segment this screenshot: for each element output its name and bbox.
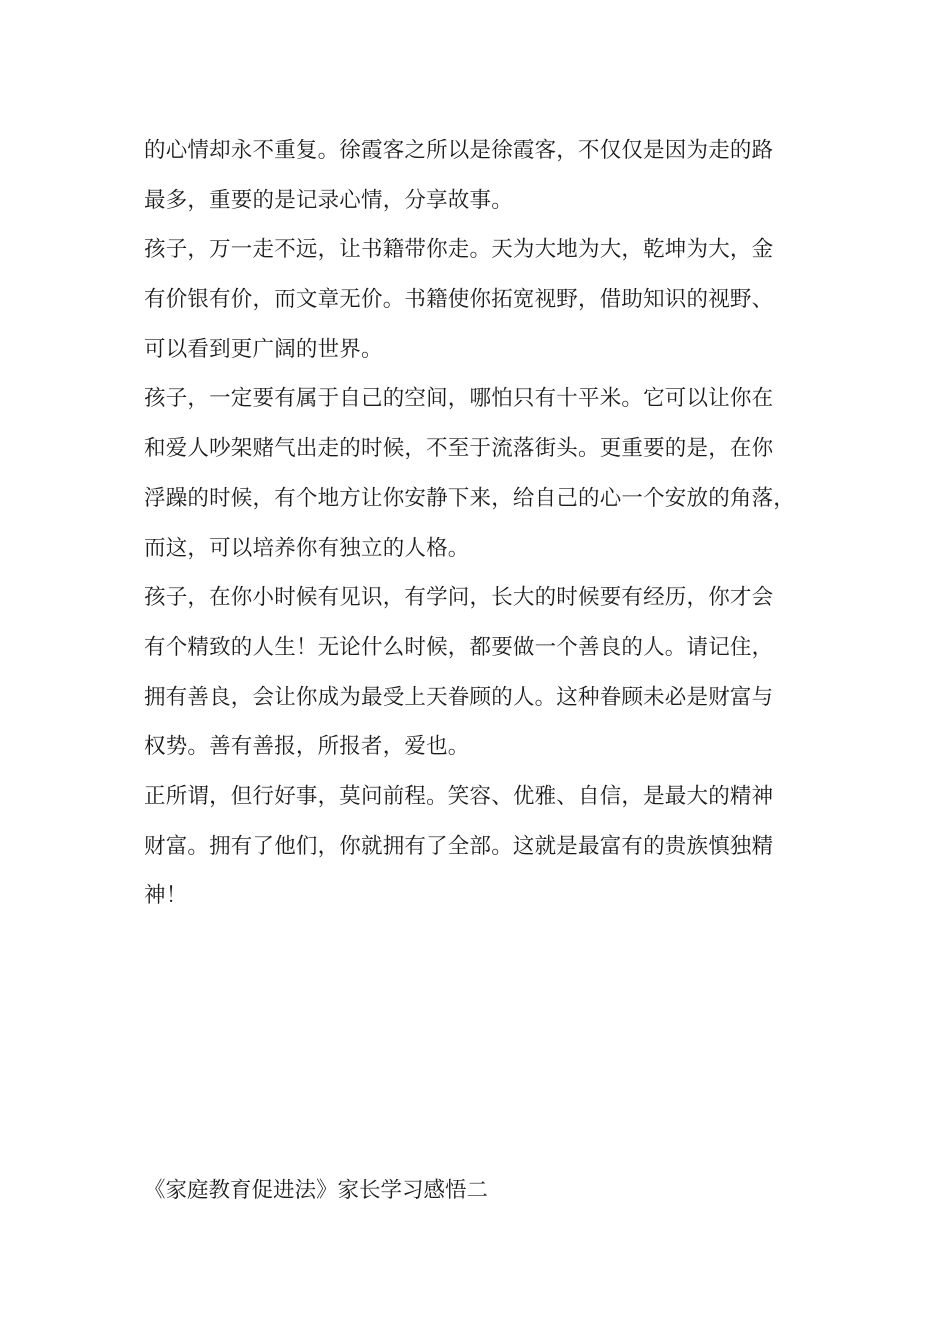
text-line: 最多，重要的是记录心情，分享故事。: [144, 187, 513, 213]
text-line: 的心情却永不重复。徐霞客之所以是徐霞客，不仅仅是因为走的路: [144, 138, 774, 163]
text-line: 可以看到更广阔的世界。: [144, 336, 383, 362]
text-line: 财富。拥有了他们，你就拥有了全部。这就是最富有的贵族慎独精: [144, 833, 774, 859]
section-title: 《家庭教育促进法》家长学习感悟二: [144, 1178, 489, 1203]
text-line: 有个精致的人生！无论什么时候，都要做一个善良的人。请记住，: [144, 634, 774, 660]
text-line: 正所谓，但行好事，莫问前程。笑容、优雅、自信，是最大的精神: [144, 783, 774, 809]
text-line: 浮躁的时候，有个地方让你安静下来，给自己的心一个安放的角落，: [144, 485, 796, 511]
text-line: 拥有善良，会让你成为最受上天眷顾的人。这种眷顾未必是财富与: [144, 684, 774, 710]
text-line: 而这，可以培养你有独立的人格。: [144, 535, 470, 561]
text-line: 有价银有价，而文章无价。书籍使你拓宽视野，借助知识的视野、: [144, 287, 774, 313]
body-text: [144, 126, 824, 921]
text-line: 和爱人吵架赌气出走的时候，不至于流落街头。更重要的是，在你: [144, 436, 774, 462]
text-line: 神！: [144, 883, 188, 909]
text-line: 孩子，一定要有属于自己的空间，哪怕只有十平米。它可以让你在: [144, 386, 774, 412]
text-line: 孩子，万一走不远，让书籍带你走。天为大地为大，乾坤为大，金: [144, 237, 774, 263]
text-line: 孩子，在你小时候有见识，有学问，长大的时候要有经历，你才会: [144, 585, 774, 611]
text-line: 权势。善有善报，所报者，爱也。: [144, 734, 470, 760]
